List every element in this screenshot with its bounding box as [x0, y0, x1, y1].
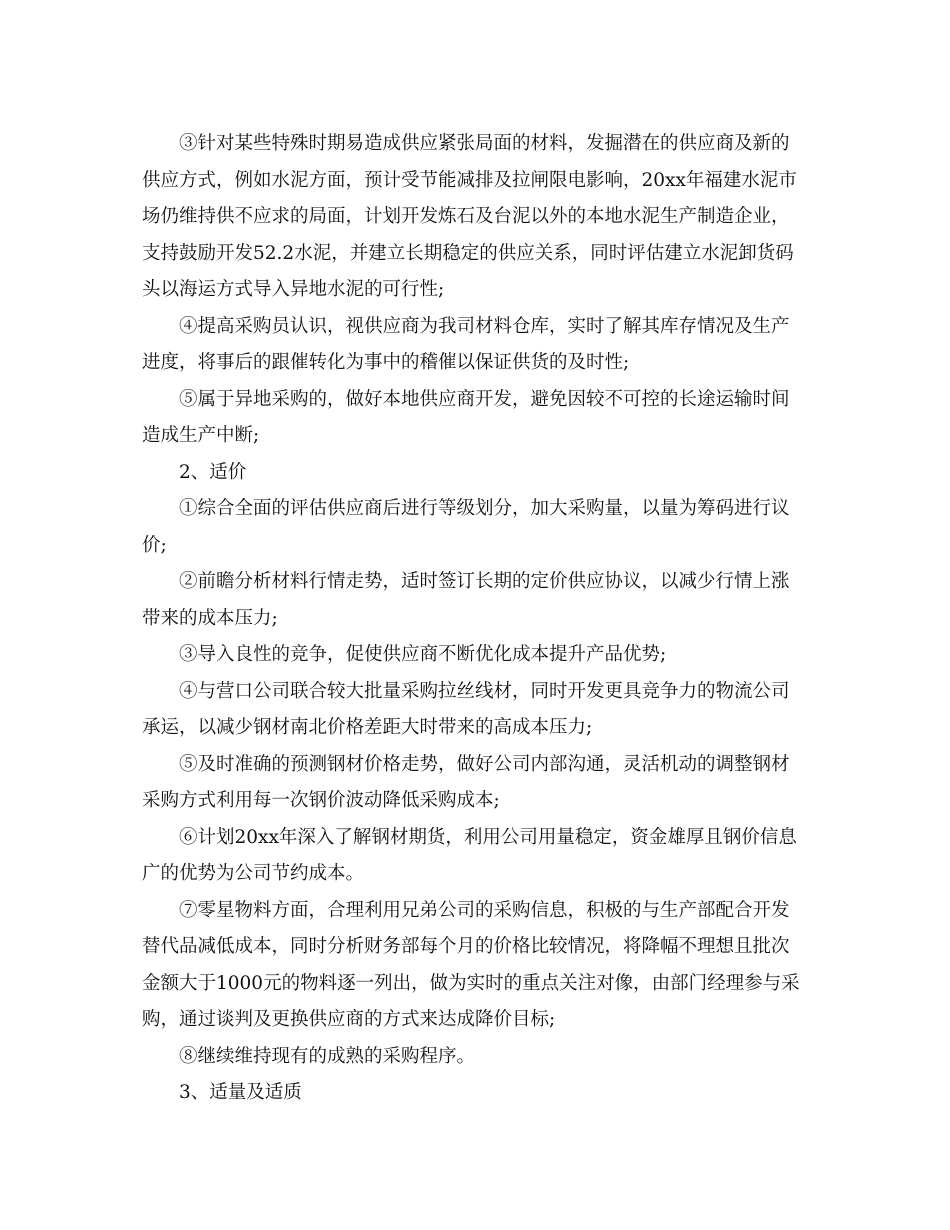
paragraph — [142, 1075, 812, 1112]
paragraph-line: ⑤属于异地采购的，做好本地供应商开发，避免因较不可控的长途运输时间 — [179, 388, 790, 410]
paragraph — [142, 637, 812, 674]
paragraph-line: ⑤及时准确的预测钢材价格走势，做好公司内部沟通，灵活机动的调整钢材 — [179, 753, 790, 775]
paragraph — [142, 455, 812, 492]
paragraph-line: 支持鼓励开发52.2水泥，并建立长期稳定的供应关系，同时评估建立水泥卸货码 — [142, 242, 794, 264]
paragraph — [142, 820, 812, 893]
paragraph-line: ①综合全面的评估供应商后进行等级划分，加大采购量，以量为筹码进行议 — [179, 498, 790, 519]
paragraph — [142, 309, 812, 382]
paragraph — [142, 382, 812, 455]
paragraph — [142, 126, 812, 309]
paragraph-line: 广的优势为公司节约成本。 — [142, 863, 365, 884]
paragraph-line: ⑥计划20xx年深入了解钢材期货，利用公司用量稳定，资金雄厚且钢价信息 — [179, 826, 797, 848]
paragraph-line: ②前瞻分析材料行情走势，适时签订长期的定价供应协议，以减少行情上涨 — [179, 571, 790, 592]
paragraph-line: 进度，将事后的跟催转化为事中的稽催以保证供货的及时性; — [142, 352, 630, 373]
paragraph-line: 承运，以减少钢材南北价格差距大时带来的高成本压力; — [142, 717, 593, 738]
paragraph-line: 购，通过谈判及更换供应商的方式来达成降价目标; — [142, 1009, 556, 1030]
paragraph-line: 价; — [142, 534, 167, 556]
paragraph-line: ③导入良性的竞争，促使供应商不断优化成本提升产品优势; — [179, 644, 667, 665]
paragraph — [142, 491, 812, 564]
paragraph-line: 带来的成本压力; — [142, 607, 278, 629]
paragraph-line: 头以海运方式导入异地水泥的可行性; — [142, 279, 445, 300]
document-body — [142, 126, 812, 1112]
paragraph-line: 3、适量及适质 — [179, 1082, 302, 1103]
paragraph — [142, 747, 812, 820]
paragraph-line: ⑦零星物料方面，合理利用兄弟公司的采购信息，积极的与生产部配合开发 — [179, 899, 790, 921]
paragraph-line: 造成生产中断; — [142, 425, 260, 446]
paragraph — [142, 674, 812, 747]
paragraph-line: 金额大于1000元的物料逐一列出，做为实时的重点关注对像，由部门经理参与采 — [142, 972, 800, 994]
paragraph — [142, 564, 812, 637]
paragraph-line: ④与营口公司联合较大批量采购拉丝线材，同时开发更具竞争力的物流公司 — [179, 680, 790, 702]
paragraph — [142, 1039, 812, 1076]
paragraph — [142, 893, 812, 1039]
paragraph-line: 采购方式利用每一次钢价波动降低采购成本; — [142, 790, 500, 811]
paragraph-line: ⑧继续维持现有的成熟的采购程序。 — [179, 1045, 476, 1067]
paragraph-line: 2、适价 — [179, 461, 247, 483]
paragraph-line: ④提高采购员认识，视供应商为我司材料仓库，实时了解其库存情况及生产 — [179, 315, 790, 337]
paragraph-line: 供应方式，例如水泥方面，预计受节能减排及拉闸限电影响，20xx年福建水泥市 — [142, 169, 797, 191]
paragraph-line: 替代品减低成本，同时分析财务部每个月的价格比较情况，将降幅不理想且批次 — [142, 936, 790, 957]
paragraph-line: ③针对某些特殊时期易造成供应紧张局面的材料，发掘潜在的供应商及新的 — [179, 133, 790, 154]
paragraph-line: 场仍维持供不应求的局面，计划开发炼石及台泥以外的本地水泥生产制造企业， — [142, 206, 790, 227]
